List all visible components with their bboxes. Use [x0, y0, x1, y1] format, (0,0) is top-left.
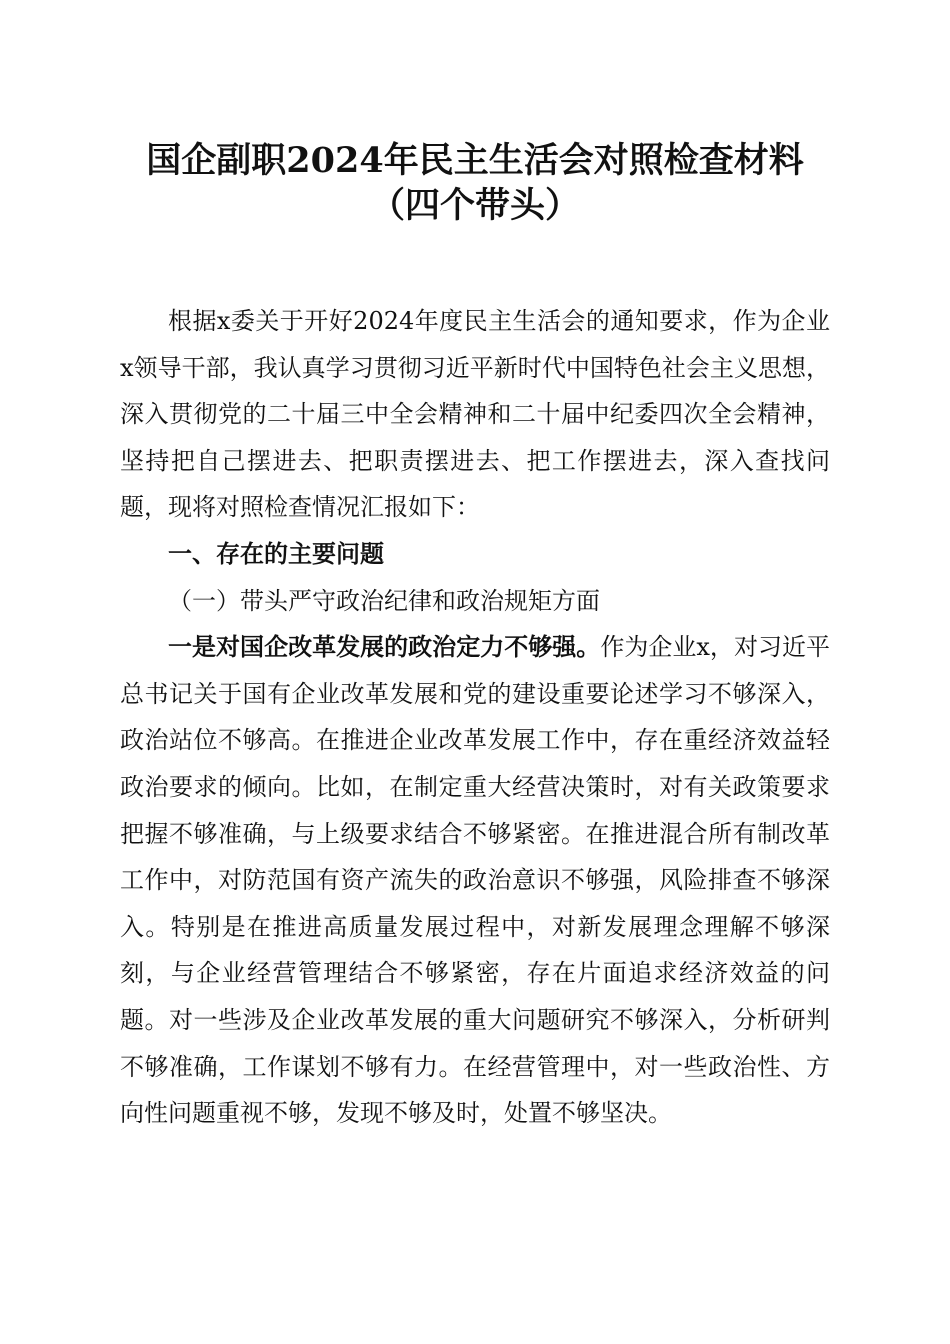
document-body — [120, 298, 830, 1137]
document-subtitle: （四个带头） — [369, 185, 580, 226]
subsection-heading-political-discipline: （一）带头严守政治纪律和政治规矩方面 — [168, 586, 600, 615]
point-1-body: 作为企业x，对习近平总书记关于国有企业改革发展和党的建设重要论述学习不够深入，政治站位不够高。在推进企业改革发展工作中，存在重经济效益轻政治要求的倾向。比如，在制定重大经营决策时，对有关政策要求把握不够准确，与上级要求结合不够紧密。在推进混合所有制改革工作中，对防范国有资产流失的政治意识不够强，风险排查不够深入。特别是在推进高质量发展过程中，对新发展理念理解不够深刻，与企业经营管理结合不够紧密，存在片面追求经济效益的问题。对一些涉及企业改革发展的重大问题研究不够深入，分析研判不够准确，工作谋划不够有力。在经营管理中，对一些政治性、方向性问题重视不够，发现不够及时，处置不够坚决。 — [120, 633, 830, 1128]
point-1-lead: 一是对国企改革发展的政治定力不够强。 — [168, 632, 601, 662]
document-title: 国企副职2024年民主生活会对照检查材料 — [146, 140, 804, 181]
point-1-paragraph — [120, 624, 830, 1137]
section-heading-problems: 一、存在的主要问题 — [168, 539, 384, 568]
intro-paragraph: 根据x委关于开好2024年度民主生活会的通知要求，作为企业x领导干部，我认真学习贯彻习近平新时代中国特色社会主义思想，深入贯彻党的二十届三中全会精神和二十届中纪委四次全会精神，坚持把自己摆进去、把职责摆进去、把工作摆进去，深入查找问题，现将对照检查情况汇报如下： — [120, 307, 830, 522]
